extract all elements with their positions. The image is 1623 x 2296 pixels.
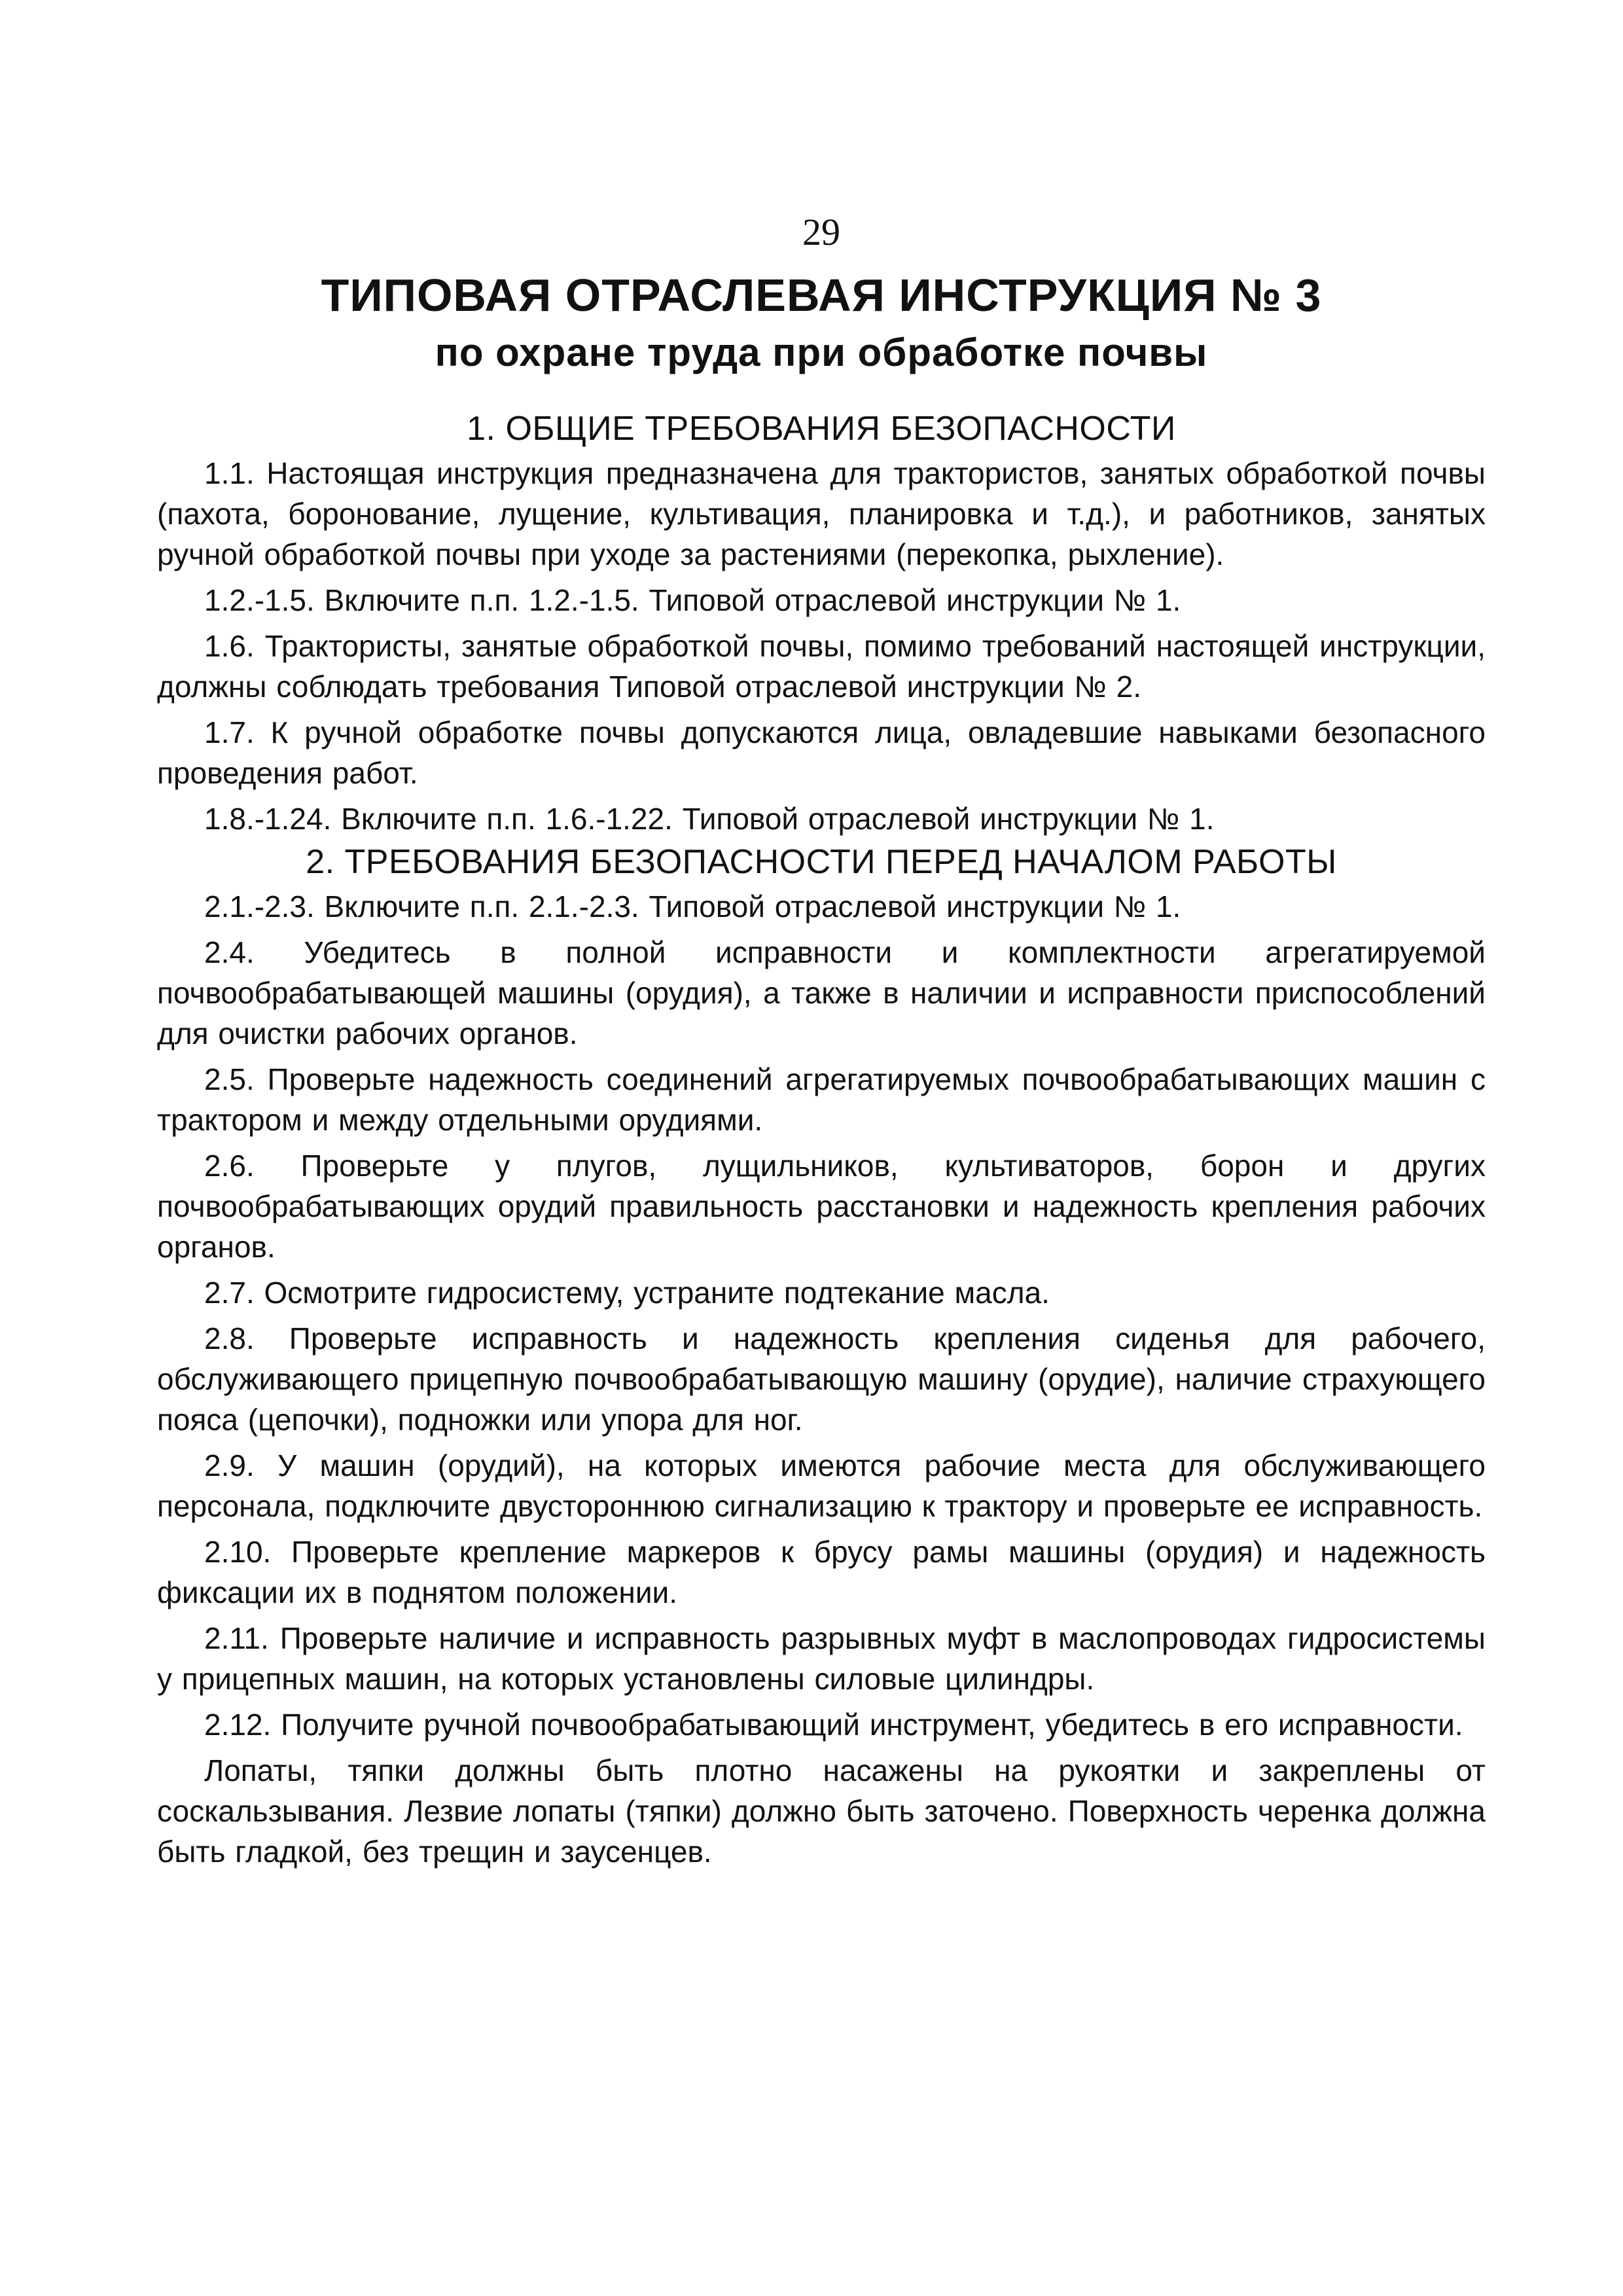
document-title: ТИПОВАЯ ОТРАСЛЕВАЯ ИНСТРУКЦИЯ № 3 (321, 270, 1322, 321)
section-heading: 2. ТРЕБОВАНИЯ БЕЗОПАСНОСТИ ПЕРЕД НАЧАЛОМ РАБОТЫ (306, 843, 1337, 881)
paragraph-tools-note: Лопаты, тяпки должны быть плотно насажены на рукоятки и закреплены от соскальзывания. Лезвие лопаты (тяпки) должно быть заточено. Поверхность черенка должна быть гладкой, без трещин и заусенцев. (157, 1753, 1486, 1869)
paragraph-1-7: 1.7. К ручной обработке почвы допускаются лица, овладевшие навыками безопасного проведения работ. (157, 715, 1486, 790)
paragraph-2-5: 2.5. Проверьте надежность соединений агрегатируемых почвообрабатывающих машин с трактором и между отдельными орудиями. (157, 1062, 1486, 1137)
document-page (157, 209, 1486, 1872)
paragraph-2-4: 2.4. Убедитесь в полной исправности и комплектности агрегатируемой почвообрабатывающей машины (орудия), а также в наличии и исправности приспособлений для очистки рабочих органов. (157, 935, 1486, 1050)
paragraph-1-6: 1.6. Трактористы, занятые обработкой почвы, помимо требований настоящей инструкции, должны соблюдать требования Типовой отраслевой инструкции № 2. (157, 629, 1486, 704)
paragraph-2-6: 2.6. Проверьте у плугов, лущильников, культиваторов, борон и других почвообрабатывающих орудий правильность расстановки и надежность крепления рабочих органов. (157, 1149, 1486, 1264)
paragraph-1-8: 1.8.-1.24. Включите п.п. 1.6.-1.22. Типовой отраслевой инструкции № 1. (204, 802, 1215, 836)
page-number: 29 (802, 211, 840, 253)
paragraph-2-7: 2.7. Осмотрите гидросистему, устраните подтекание масла. (204, 1276, 1050, 1310)
section-before-work (157, 840, 1486, 1872)
paragraph-2-12: 2.12. Получите ручной почвообрабатывающий инструмент, убедитесь в его исправности. (204, 1708, 1463, 1742)
paragraph-1-1: 1.1. Настоящая инструкция предназначена для трактористов, занятых обработкой почвы (пахота, боронование, лущение, культивация, планировка и т.д.), и работников, занятых ручной обработкой почвы при уходе за растениями (перекопка, рыхление). (157, 456, 1486, 571)
paragraph-2-8: 2.8. Проверьте исправность и надежность крепления сиденья для рабочего, обслуживающего прицепную почвообрабатывающую машину (орудие), наличие страхующего пояса (цепочки), подножки или упора для ног. (157, 1321, 1486, 1437)
paragraph-2-1: 2.1.-2.3. Включите п.п. 2.1.-2.3. Типовой отраслевой инструкции № 1. (204, 889, 1181, 924)
section-heading: 1. ОБЩИЕ ТРЕБОВАНИЯ БЕЗОПАСНОСТИ (467, 410, 1176, 448)
paragraph-1-2: 1.2.-1.5. Включите п.п. 1.2.-1.5. Типовой отраслевой инструкции № 1. (204, 583, 1181, 617)
section-general-requirements (157, 407, 1486, 839)
paragraph-2-9: 2.9. У машин (орудий), на которых имеются рабочие места для обслуживающего персонала, подключите двустороннюю сигнализацию к трактору и проверьте ее исправность. (157, 1448, 1486, 1523)
paragraph-2-11: 2.11. Проверьте наличие и исправность разрывных муфт в маслопроводах гидросистемы у прицепных машин, на которых установлены силовые цилиндры. (157, 1621, 1486, 1696)
document-subtitle: по охране труда при обработке почвы (435, 331, 1208, 374)
paragraph-2-10: 2.10. Проверьте крепление маркеров к брусу рамы машины (орудия) и надежность фиксации их в поднятом положении. (157, 1535, 1486, 1609)
